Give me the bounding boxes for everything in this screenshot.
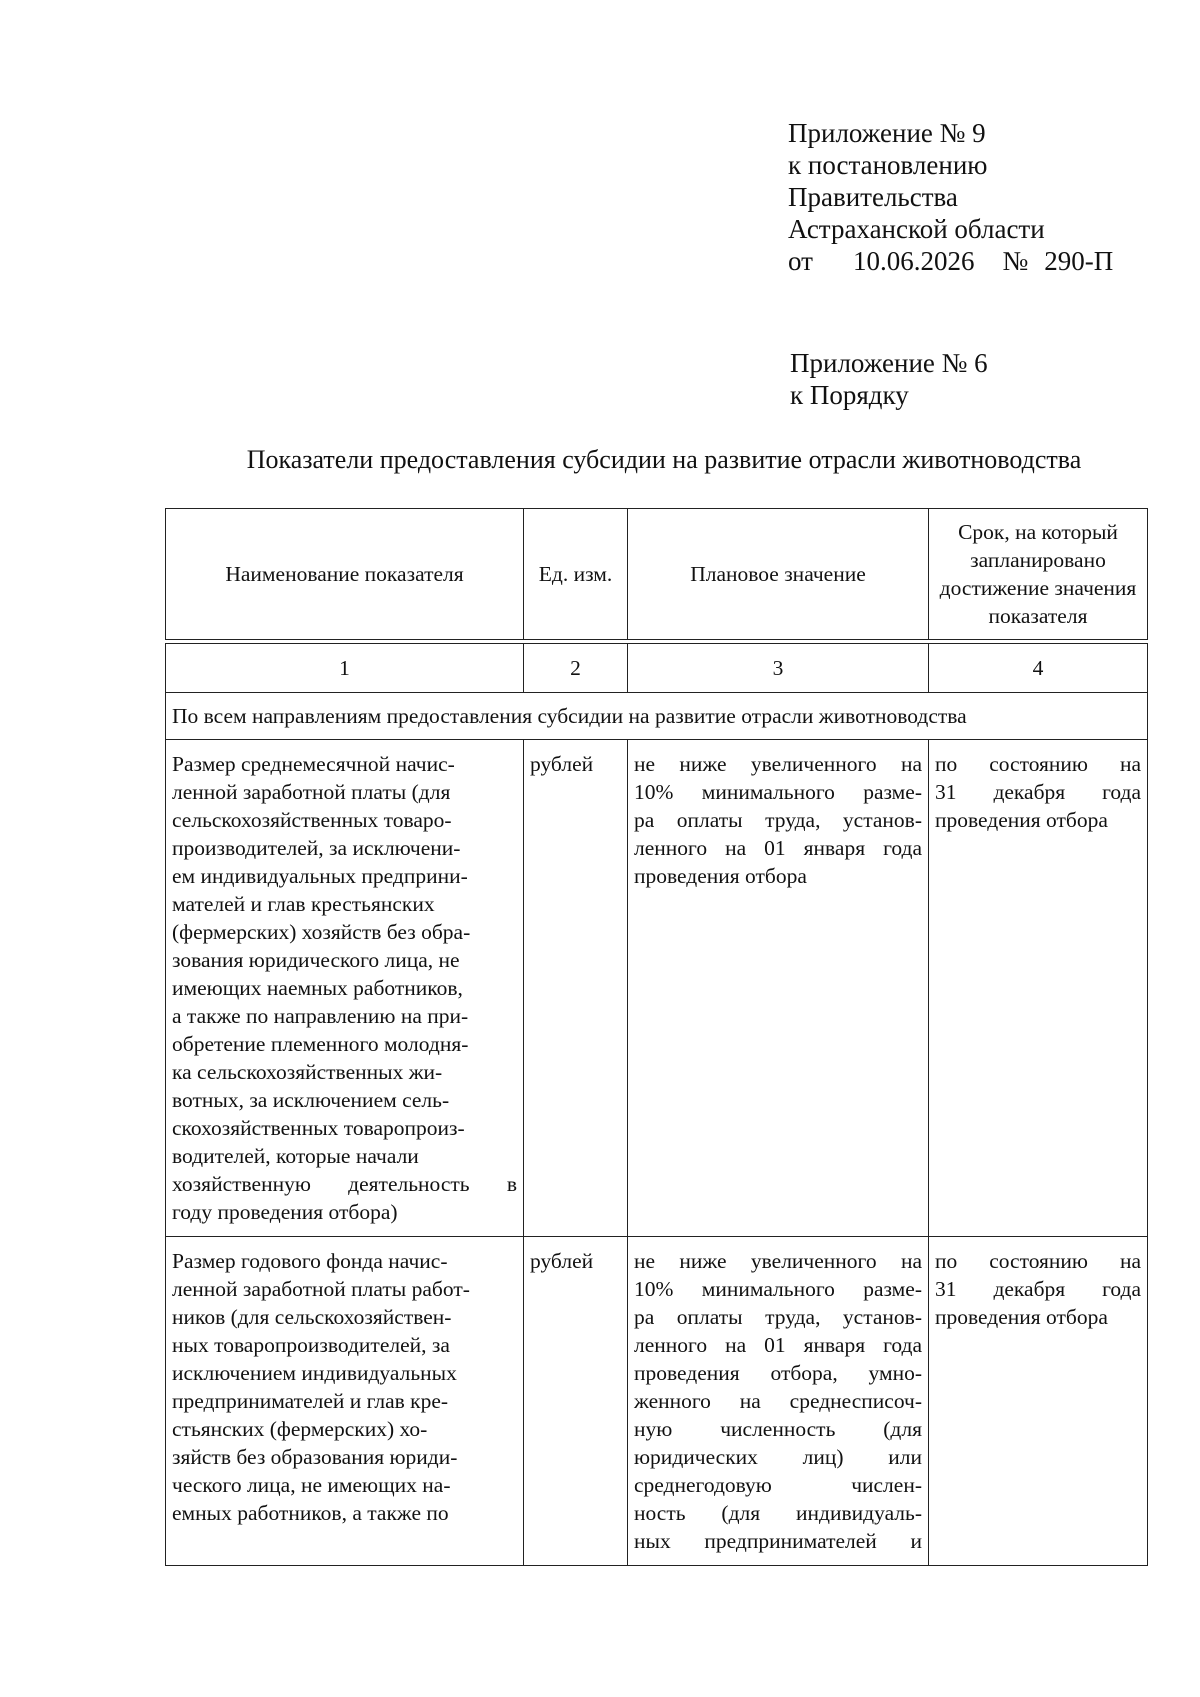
- appendix-6-line: к Порядку: [790, 380, 909, 410]
- appendix-9-block: [788, 117, 1113, 277]
- planned-value-line: 10% минимального разме-: [634, 1277, 922, 1301]
- planned-value-line: среднегодовую числен-: [634, 1473, 922, 1497]
- indicator-name-line: водителей, которые начали: [172, 1144, 419, 1168]
- indicator-name-line: мателей и глав крестьянских: [172, 892, 435, 916]
- document-title: Показатели предоставления субсидии на развитие отрасли животноводства: [246, 445, 1082, 474]
- term-line: по состоянию на: [935, 752, 1141, 776]
- term-cell: [929, 1237, 1148, 1566]
- section-row: [166, 693, 1148, 740]
- indicator-name-line: году проведения отбора): [172, 1200, 398, 1224]
- indicator-name-line: зования юридического лица, не: [172, 948, 460, 972]
- term-line: 31 декабря года: [935, 1277, 1141, 1301]
- term-line: по состоянию на: [935, 1249, 1141, 1273]
- indicator-name-line: имеющих наемных работников,: [172, 976, 463, 1000]
- column-number: 3: [628, 644, 929, 693]
- planned-value-cell: [628, 740, 929, 1237]
- section-heading: По всем направлениям предоставления субсидии на развитие отрасли животноводства: [166, 693, 1148, 740]
- indicator-name-line: вотных, за исключением сель-: [172, 1088, 450, 1112]
- indicator-name-line: (фермерских) хозяйств без обра-: [172, 920, 471, 944]
- indicator-name-line: сельскохозяйственных товаро-: [172, 808, 452, 832]
- indicator-name-line: ных товаропроизводителей, за: [172, 1333, 450, 1357]
- indicator-name-line: ленной заработной платы (для: [172, 780, 451, 804]
- indicator-name-line: а также по направлению на при-: [172, 1004, 469, 1028]
- table-row: [166, 1237, 1148, 1566]
- unit-cell: рублей: [524, 1237, 628, 1566]
- decree-from-label: от: [788, 246, 813, 276]
- appendix-9-line: Приложение № 9: [788, 118, 986, 148]
- indicator-name-line: зяйств без образования юриди-: [172, 1445, 458, 1469]
- term-line: проведения отбора: [935, 808, 1108, 832]
- indicator-name-line: хозяйственную деятельность в: [172, 1172, 517, 1196]
- indicators-table: [165, 508, 1148, 1566]
- planned-value-line: ленного на 01 января года: [634, 1333, 922, 1357]
- indicator-name-line: ленной заработной платы работ-: [172, 1277, 470, 1301]
- planned-value-line: не ниже увеличенного на: [634, 1249, 922, 1273]
- column-number: 4: [929, 644, 1148, 693]
- indicator-name-cell: [166, 1237, 524, 1566]
- column-number-row: [166, 644, 1148, 693]
- appendix-9-decree-line: [788, 245, 1113, 277]
- indicator-name-line: производителей, за исключени-: [172, 836, 461, 860]
- planned-value-line: 10% минимального разме-: [634, 780, 922, 804]
- column-number: 2: [524, 644, 628, 693]
- planned-value-line: ра оплаты труда, установ-: [634, 808, 922, 832]
- indicator-name-line: предпринимателей и глав кре-: [172, 1389, 449, 1413]
- unit-cell: рублей: [524, 740, 628, 1237]
- planned-value-line: не ниже увеличенного на: [634, 752, 922, 776]
- indicator-name-line: ческого лица, не имеющих на-: [172, 1473, 451, 1497]
- planned-value-line: ность (для индивидуаль-: [634, 1501, 922, 1525]
- appendix-9-line: Правительства: [788, 182, 958, 212]
- decree-number: 290-П: [1044, 246, 1114, 276]
- header-indicator-name: Наименование показателя: [166, 509, 524, 640]
- indicator-name-line: обретение племенного молодня-: [172, 1032, 469, 1056]
- indicator-name-line: стьянских (фермерских) хо-: [172, 1417, 428, 1441]
- planned-value-cell: [628, 1237, 929, 1566]
- term-line: проведения отбора: [935, 1305, 1108, 1329]
- planned-value-line: ра оплаты труда, установ-: [634, 1305, 922, 1329]
- indicator-name-line: ем индивидуальных предприни-: [172, 864, 468, 888]
- indicator-name-line: ка сельскохозяйственных жи-: [172, 1060, 443, 1084]
- column-number: 1: [166, 644, 524, 693]
- planned-value-line: проведения отбора: [634, 864, 807, 888]
- header-term: Срок, на который запланировано достижение значения показателя: [929, 509, 1148, 640]
- indicator-name-cell: [166, 740, 524, 1237]
- planned-value-line: ную численность (для: [634, 1417, 922, 1441]
- indicator-name-line: ников (для сельскохозяйствен-: [172, 1305, 452, 1329]
- indicator-name-line: скохозяйственных товаропроиз-: [172, 1116, 465, 1140]
- planned-value-line: ных предпринимателей и: [634, 1529, 922, 1553]
- planned-value-line: ленного на 01 января года: [634, 836, 922, 860]
- indicator-name-line: Размер годового фонда начис-: [172, 1249, 448, 1273]
- header-planned-value: Плановое значение: [628, 509, 929, 640]
- indicator-name-line: исключением индивидуальных: [172, 1361, 457, 1385]
- indicator-name-line: Размер среднемесячной начис-: [172, 752, 455, 776]
- table-row: [166, 740, 1148, 1237]
- planned-value-line: проведения отбора, умно-: [634, 1361, 922, 1385]
- indicator-name-line: емных работников, а также по: [172, 1501, 449, 1525]
- decree-number-sign: №: [1002, 246, 1029, 276]
- header-unit: Ед. изм.: [524, 509, 628, 640]
- appendix-6-block: [790, 347, 988, 411]
- appendix-9-line: Астраханской области: [788, 214, 1045, 244]
- table-header-row: [166, 509, 1148, 640]
- decree-date: 10.06.2026: [852, 246, 975, 276]
- appendix-9-line: к постановлению: [788, 150, 988, 180]
- planned-value-line: женного на среднесписоч-: [634, 1389, 922, 1413]
- planned-value-line: юридических лиц) или: [634, 1445, 922, 1469]
- term-line: 31 декабря года: [935, 780, 1141, 804]
- appendix-6-line: Приложение № 6: [790, 348, 988, 378]
- term-cell: [929, 740, 1148, 1237]
